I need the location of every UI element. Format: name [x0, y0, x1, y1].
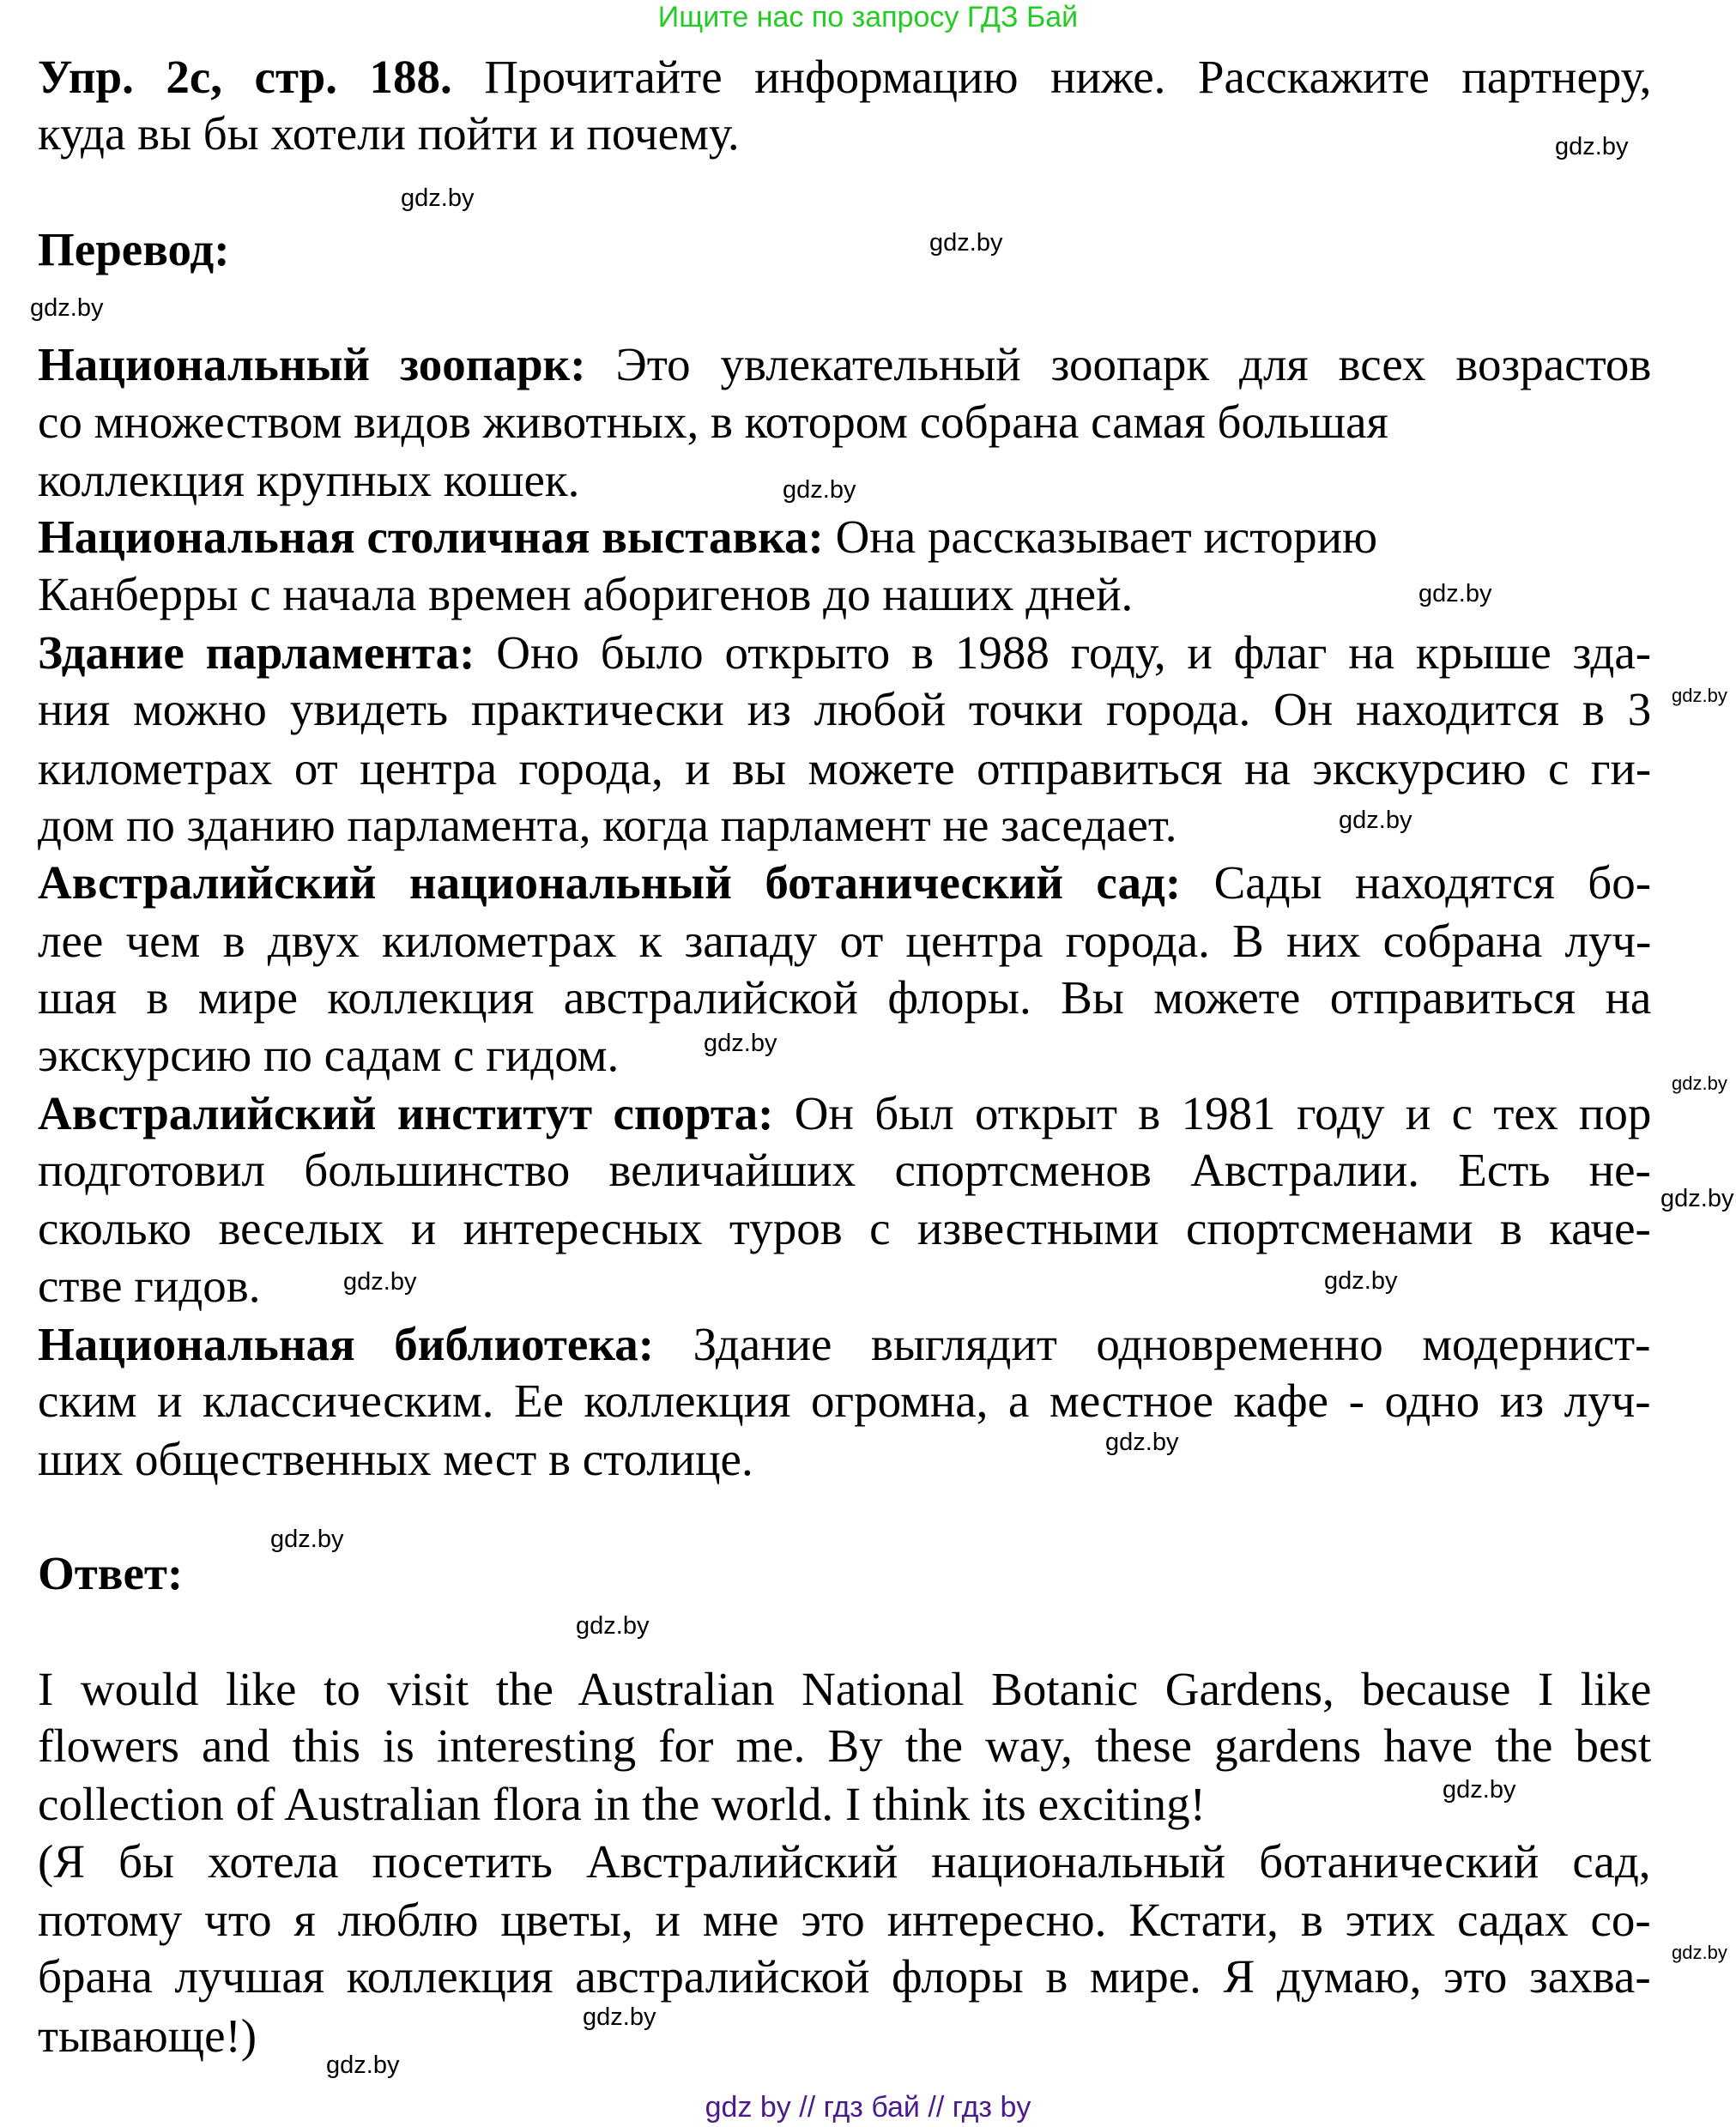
top-banner: Ищите нас по запросу ГДЗ Бай — [657, 1, 1079, 33]
line-text: тывающе!) — [38, 2009, 257, 2062]
text-line — [38, 854, 1651, 911]
bold-label: Здание парламента: — [38, 626, 475, 679]
text-line — [38, 1833, 1651, 1890]
text-line — [38, 1430, 753, 1488]
line-text: куда вы бы хотели пойти и почему. — [38, 107, 740, 160]
watermark: gdz.by — [1555, 133, 1629, 160]
text-line — [38, 335, 1651, 393]
line-text: Прочитайте информацию ниже. Расскажите партнеру, — [451, 51, 1652, 103]
text-line — [38, 48, 1651, 106]
line-text: шая в мире коллекция австралийской флоры. Вы можете отправиться на — [38, 971, 1652, 1024]
line-text: ским и классическим. Ее коллекция огромна, а местное кафе - одно из луч- — [38, 1375, 1651, 1427]
line-text: Он был открыт в 1981 году и с тех пор — [773, 1087, 1652, 1139]
line-text: Сады находятся бо- — [1181, 856, 1652, 909]
text-line — [38, 2007, 257, 2064]
line-text: коллекция крупных кошек. — [38, 454, 580, 506]
watermark: gdz.by — [343, 1268, 417, 1296]
text-line — [38, 680, 1651, 738]
bold-label: Национальный зоопарк: — [38, 338, 586, 390]
bold-label: Национальная библиотека: — [38, 1318, 655, 1370]
text-line — [38, 912, 1651, 970]
line-text: со множеством видов животных, в котором собрана самая большая — [38, 396, 1388, 448]
text-line — [38, 1775, 1206, 1833]
text-line — [38, 393, 1388, 450]
watermark: gdz.by — [929, 229, 1003, 257]
watermark: gdz.by — [1324, 1267, 1398, 1295]
watermark: gdz.by — [401, 184, 475, 212]
line-text: Оно было открыто в 1988 году, и флаг на крыше зда- — [475, 626, 1652, 679]
line-text: Канберры с начала времен аборигенов до наших дней. — [38, 568, 1134, 620]
text-line — [38, 1257, 260, 1314]
watermark: gdz.by — [1660, 1185, 1734, 1212]
watermark: gdz.by — [576, 1612, 650, 1640]
text-line — [38, 565, 1133, 623]
bold-label: Австралийский национальный ботанический сад: — [38, 856, 1182, 909]
text-line — [38, 451, 579, 509]
watermark: gdz.by — [1105, 1429, 1179, 1456]
watermark: gdz.by — [783, 476, 856, 504]
line-text: стве гидов. — [38, 1260, 261, 1312]
text-line — [38, 1544, 183, 1602]
text-line — [38, 1891, 1651, 1949]
line-text: потому что я люблю цветы, и мне это интересно. Кстати, в этих садах со- — [38, 1894, 1651, 1946]
text-line — [38, 1026, 619, 1084]
watermark: gdz.by — [1339, 807, 1412, 834]
line-text: (Я бы хотела посетить Австралийский национальный ботанический сад, — [38, 1835, 1651, 1888]
line-text: брана лучшая коллекция австралийской флоры в мире. Я думаю, это захва- — [38, 1950, 1651, 2003]
line-text: Здание выглядит одновременно модернист- — [654, 1318, 1651, 1370]
line-text: I would like to visit the Australian National Botanic Gardens, because I like — [38, 1663, 1652, 1715]
bold-label: Ответ: — [38, 1547, 184, 1599]
text-line — [38, 508, 1377, 565]
text-line — [38, 796, 1177, 854]
bold-label: Упр. 2с, стр. 188. — [38, 51, 452, 103]
watermark: gdz.by — [326, 2051, 400, 2079]
text-line — [38, 1660, 1651, 1718]
text-line — [38, 740, 1651, 797]
bold-label: Национальная столичная выставка: — [38, 511, 824, 563]
text-line — [38, 969, 1651, 1026]
line-text: дом по зданию парламента, когда парламент не заседает. — [38, 799, 1177, 851]
bottom-banner: gdz by // гдз бай // гдз by — [705, 2091, 1031, 2124]
text-line — [38, 1372, 1651, 1429]
line-text: collection of Australian flora in the world. I think its exciting! — [38, 1778, 1206, 1830]
text-line — [38, 1085, 1651, 1142]
text-line — [38, 1199, 1651, 1257]
watermark: gdz.by — [1672, 685, 1727, 706]
line-text: километрах от центра города, и вы можете отправиться на экскурсию с ги- — [38, 742, 1652, 795]
line-text: flowers and this is interesting for me. By the way, these gardens have the best — [38, 1719, 1652, 1772]
text-line — [38, 1948, 1651, 2005]
watermark: gdz.by — [1443, 1776, 1516, 1804]
text-line — [38, 1141, 1651, 1199]
line-text: ния можно увидеть практически из любой точки города. Он находится в 3 — [38, 683, 1652, 735]
watermark: gdz.by — [583, 2003, 656, 2031]
watermark: gdz.by — [30, 294, 104, 322]
line-text: ших общественных мест в столице. — [38, 1433, 753, 1485]
bold-label: Перевод: — [38, 223, 230, 275]
text-line — [38, 624, 1651, 681]
line-text: лее чем в двух километрах к западу от центра города. В них собрана луч- — [38, 915, 1652, 967]
watermark: gdz.by — [704, 1030, 777, 1057]
line-text: Это увлекательный зоопарк для всех возрастов — [585, 338, 1652, 390]
line-text: сколько веселых и интересных туров с известными спортсменами в каче- — [38, 1202, 1651, 1254]
text-line — [38, 105, 740, 162]
watermark: gdz.by — [270, 1526, 344, 1553]
watermark: gdz.by — [1672, 1073, 1727, 1094]
text-line — [38, 1717, 1651, 1774]
text-line — [38, 1315, 1651, 1373]
line-text: подготовил большинство величайших спортсменов Австралии. Есть не- — [38, 1144, 1651, 1196]
text-line — [38, 221, 230, 278]
line-text: экскурсию по садам с гидом. — [38, 1029, 620, 1081]
line-text: Она рассказывает историю — [823, 511, 1378, 563]
bold-label: Австралийский институт спорта: — [38, 1087, 774, 1139]
watermark: gdz.by — [1418, 580, 1492, 607]
watermark: gdz.by — [1672, 1942, 1727, 1963]
